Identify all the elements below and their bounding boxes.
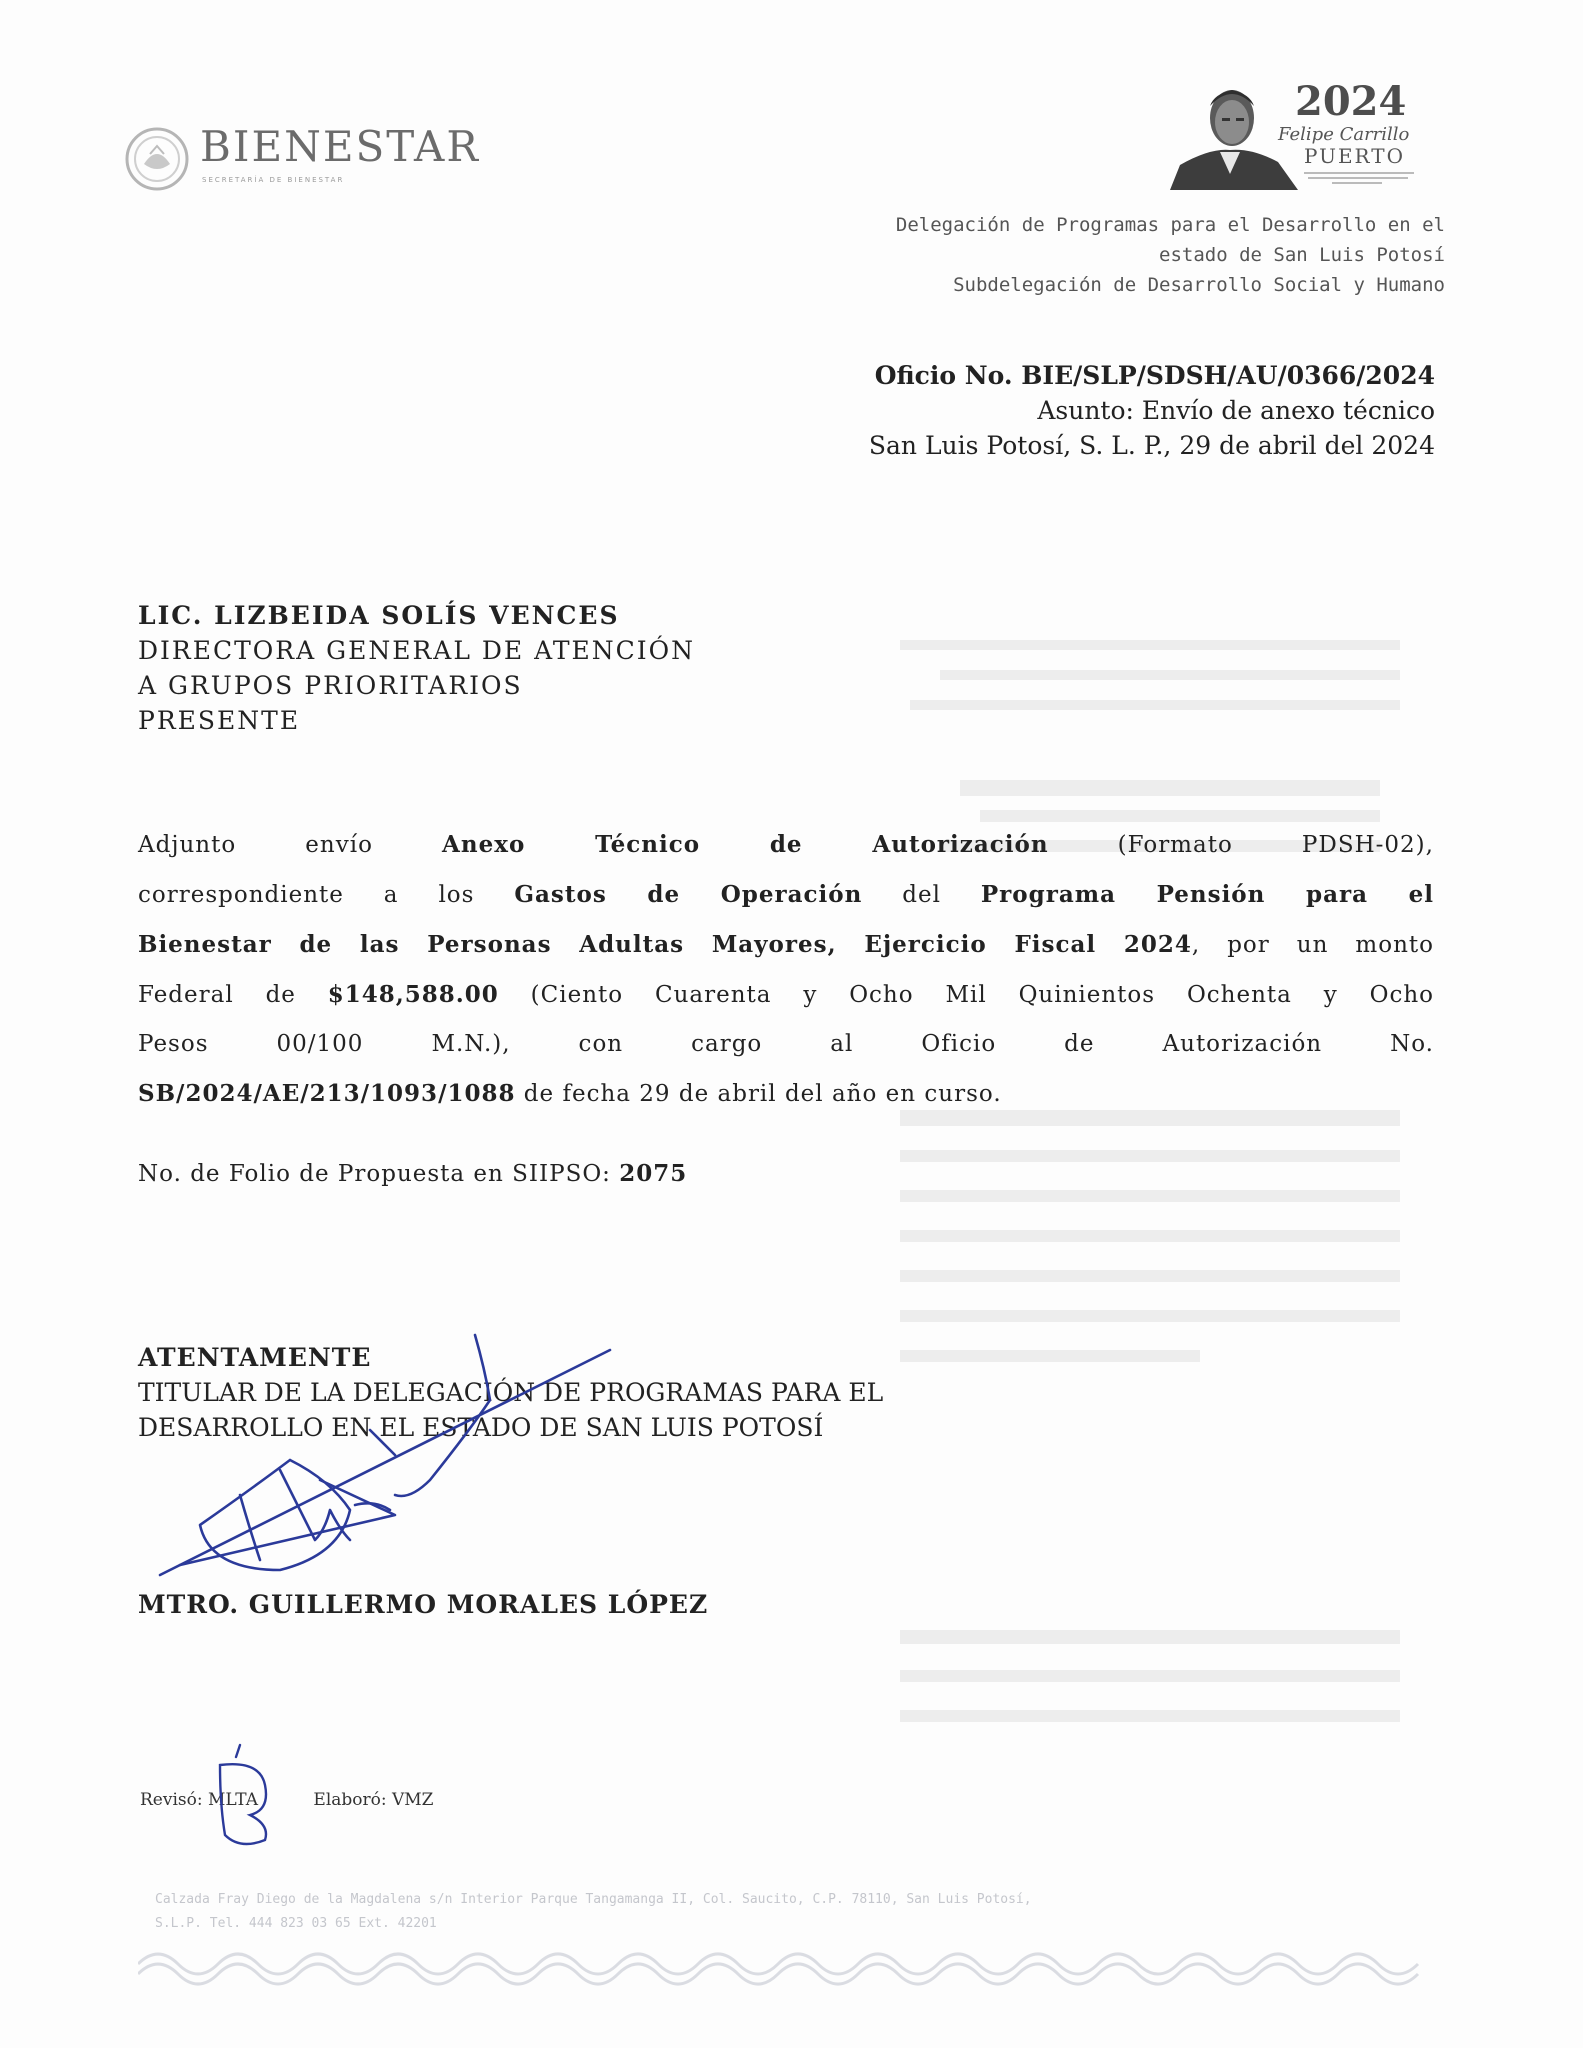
- bienestar-logo: [122, 118, 502, 188]
- body-bold-run: Bienestar de las Personas Adultas Mayores, Ejercicio Fiscal 2024: [138, 931, 1192, 958]
- logo-name-line1: Felipe Carrillo: [1278, 124, 1410, 145]
- delegacion-line-1: Delegación de Programas para el Desarrollo en el: [895, 214, 1445, 236]
- asunto: Asunto: Envío de anexo técnico: [1037, 396, 1435, 425]
- delegacion-line-3: Subdelegación de Desarrollo Social y Humano: [953, 274, 1445, 296]
- reviso-label: Revisó: MLTA: [140, 1790, 258, 1810]
- decorative-footer-band: [138, 1942, 1438, 1986]
- year-2024-logo: [1170, 70, 1470, 190]
- brand-name: BIENESTAR: [200, 122, 480, 171]
- addressee-name: LIC. LIZBEIDA SOLÍS VENCES: [138, 601, 620, 630]
- folio-label: No. de Folio de Propuesta en SIIPSO:: [138, 1161, 620, 1187]
- brand-subtitle: SECRETARÍA DE BIENESTAR: [202, 176, 345, 184]
- body-bold-run: Programa Pensión para el: [980, 881, 1434, 908]
- folio-line: [138, 1160, 687, 1187]
- coat-of-arms-icon: [122, 124, 192, 194]
- footer-line-2: S.L.P. Tel. 444 823 03 65 Ext. 42201: [155, 1916, 437, 1931]
- body-text-run: del: [862, 882, 981, 908]
- logo-fine-print: [1302, 170, 1422, 186]
- elaboro-label: Elaboró: VMZ: [313, 1790, 434, 1810]
- body-line-5: [138, 1020, 1434, 1069]
- body-line-3: [138, 920, 1434, 970]
- delegacion-header: [625, 210, 1445, 300]
- body-text-run: de fecha 29 de abril del año en curso.: [515, 1081, 1002, 1107]
- signer-position-2: DESARROLLO EN EL ESTADO DE SAN LUIS POTOSÍ: [138, 1413, 824, 1442]
- place-date: San Luis Potosí, S. L. P., 29 de abril del 2024: [868, 431, 1435, 460]
- body-text-run: (Formato PDSH-02),: [1048, 832, 1434, 858]
- body-text-run: correspondiente a los: [138, 882, 515, 908]
- body-line-6: [138, 1069, 1434, 1119]
- body-text-run: Pesos 00/100 M.N.), con cargo al Oficio de Autorización No.: [138, 1031, 1434, 1057]
- initials-handwriting: [200, 1735, 320, 1855]
- body-bold-run: Gastos de Operación: [514, 881, 863, 908]
- signer-name: MTRO. GUILLERMO MORALES LÓPEZ: [138, 1590, 709, 1619]
- footer-address: [155, 1888, 1435, 1936]
- body-bold-run: SB/2024/AE/213/1093/1088: [138, 1080, 516, 1107]
- addressee-presente: PRESENTE: [138, 706, 301, 735]
- addressee-title-2: A GRUPOS PRIORITARIOS: [138, 671, 523, 700]
- body-line-4: [138, 970, 1434, 1020]
- bleed-through-texture: [880, 630, 1440, 1830]
- handwritten-signature: [140, 1330, 620, 1600]
- body-text-run: Federal de: [138, 982, 328, 1008]
- body-text-run: , por un monto: [1191, 932, 1434, 958]
- footer-line-1: Calzada Fray Diego de la Magdalena s/n Interior Parque Tangamanga II, Col. Saucito, C.P. 78110, San Luis Potosí,: [155, 1892, 1032, 1907]
- body-line-2: [138, 870, 1434, 920]
- body-paragraph: [138, 820, 1434, 1119]
- logo-year: 2024: [1295, 78, 1407, 125]
- signer-position-1: TITULAR DE LA DELEGACIÓN DE PROGRAMAS PARA EL: [138, 1378, 884, 1407]
- body-bold-run: Anexo Técnico de Autorización: [442, 831, 1049, 858]
- atentamente: ATENTAMENTE: [138, 1343, 372, 1372]
- addressee-block: [138, 598, 1038, 738]
- reference-block: [535, 358, 1435, 463]
- addressee-title-1: DIRECTORA GENERAL DE ATENCIÓN: [138, 636, 695, 665]
- delegacion-line-2: estado de San Luis Potosí: [1159, 244, 1445, 266]
- body-bold-run: $148,588.00: [327, 981, 499, 1008]
- oficio-number: Oficio No. BIE/SLP/SDSH/AU/0366/2024: [874, 361, 1435, 390]
- body-text-run: Adjunto envío: [138, 832, 443, 858]
- body-text-run: (Ciento Cuarenta y Ocho Mil Quinientos Ochenta y Ocho: [498, 982, 1434, 1008]
- folio-value: 2075: [619, 1160, 688, 1187]
- logo-name-line2: PUERTO: [1304, 144, 1406, 168]
- body-line-1: [138, 820, 1434, 870]
